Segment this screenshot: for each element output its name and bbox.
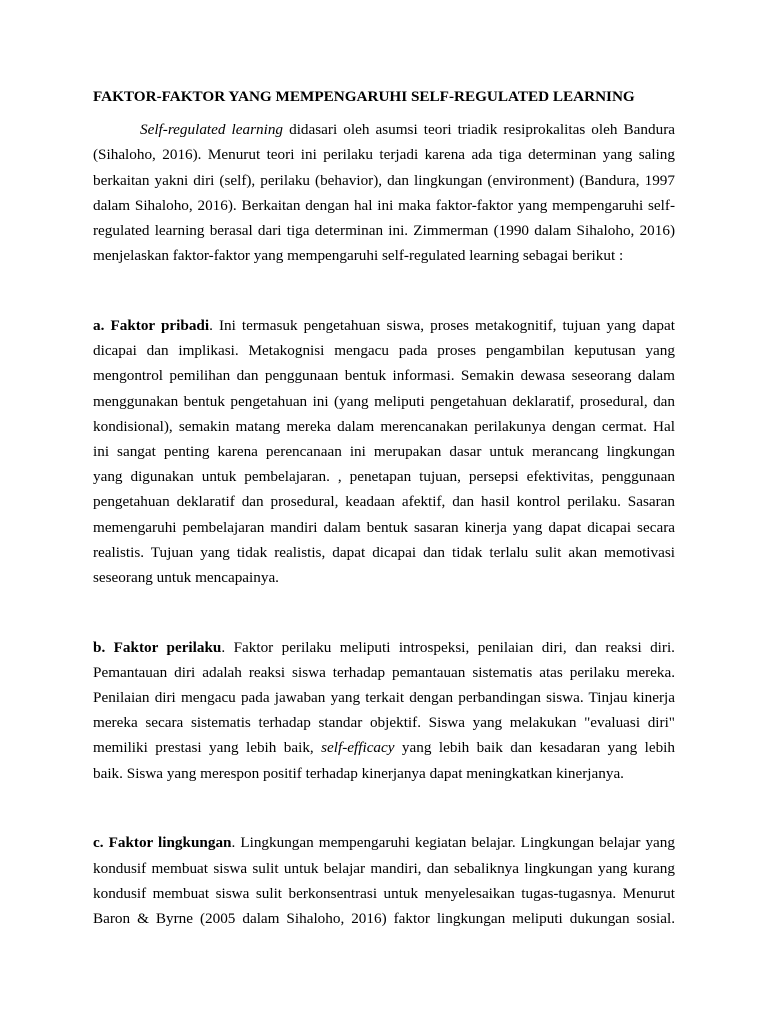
text-run: mengontrol pemilihan dan penggunaan bentuk informasi. Semakin dewasa seseorang dalam — [93, 367, 675, 385]
text-run: dalam Sihaloho, 2016). Berkaitan dengan hal ini maka faktor-faktor yang mempengaruhi self- — [93, 196, 675, 214]
text-line — [93, 906, 675, 931]
text-run: pengetahuan deklaratif dan prosedural, keadaan afektif, dan hasil kontrol perilaku. Sasaran — [93, 493, 675, 511]
text-run: ini sangat penting karena perencanaan ini merupakan dasar untuk merancang lingkungan — [93, 442, 675, 460]
text-line — [93, 313, 675, 338]
text-line — [93, 414, 675, 439]
text-run: menggunakan bentuk pengetahuan ini (yang meliputi pengetahuan deklaratif, prosedural, dan — [93, 392, 675, 410]
text-run: memengaruhi pembelajaran mandiri dalam bentuk sasaran kinerja yang dapat dicapai secara — [93, 518, 675, 536]
text-line — [93, 685, 675, 710]
text-line — [93, 856, 675, 881]
text-line — [93, 515, 675, 540]
text-line — [93, 540, 675, 565]
section-faktor-lingkungan — [93, 830, 675, 931]
page-title: FAKTOR-FAKTOR YANG MEMPENGARUHI SELF-REGULATED LEARNING — [93, 88, 635, 105]
text-run: kondusif membuat siswa sulit berkonsentrasi untuk menyelesaikan tugas-tugasnya. Menurut — [93, 884, 675, 902]
text-line — [93, 635, 675, 660]
text-line — [93, 735, 675, 760]
text-run: Pemantauan diri adalah reaksi siswa terhadap pemantauan sistematis atas perilaku mereka. — [93, 663, 675, 681]
text-run: baik. Siswa yang merespon positif terhadap kinerjanya dapat meningkatkan kinerjanya. — [93, 764, 624, 782]
text-run: dicapai dan implikasi. Metakognisi mengacu pada proses pengambilan keputusan yang — [93, 342, 675, 360]
text-run: yang digunakan untuk pembelajaran. , penetapan tujuan, persepsi efektivitas, penggunaan — [93, 468, 675, 486]
text-line — [93, 660, 675, 685]
text-run: berkaitan yakni diri (self), perilaku (behavior), dan lingkungan (environment) (Bandura, 1997 — [93, 171, 675, 189]
text-run: realistis. Tujuan yang tidak realistis, dapat dicapai dan tidak terlalu sulit akan memotivasi — [93, 543, 675, 561]
text-line — [93, 565, 675, 590]
text-line — [93, 117, 675, 142]
section-heading: c. Faktor lingkungan — [93, 834, 232, 852]
text-run: seseorang untuk mencapainya. — [93, 568, 279, 586]
text-run: mereka secara sistematis terhadap standar objektif. Siswa yang melakukan "evaluasi diri" — [93, 714, 675, 732]
text-line — [93, 761, 675, 786]
text-run: . Lingkungan mempengaruhi kegiatan belajar. Lingkungan belajar yang — [231, 834, 675, 852]
document-page — [93, 84, 675, 931]
italic-term: self-efficacy — [321, 739, 395, 757]
text-line — [93, 439, 675, 464]
section-heading: b. Faktor perilaku — [93, 638, 222, 656]
text-run: memiliki prestasi yang lebih baik, — [93, 739, 322, 757]
text-line — [93, 168, 675, 193]
text-run: . Ini termasuk pengetahuan siswa, proses metakognitif, tujuan yang dapat — [209, 316, 675, 334]
text-line — [93, 363, 675, 388]
section-faktor-perilaku — [93, 635, 675, 786]
text-run: didasari oleh asumsi teori triadik resiprokalitas oleh Bandura — [283, 121, 675, 139]
text-line — [93, 243, 675, 268]
text-line — [93, 464, 675, 489]
section-heading: a. Faktor pribadi — [93, 316, 210, 334]
text-line — [93, 338, 675, 363]
text-line — [93, 193, 675, 218]
text-run: Baron & Byrne (2005 dalam Sihaloho, 2016) faktor lingkungan meliputi dukungan sosial. — [93, 909, 675, 927]
text-line — [93, 142, 675, 167]
text-line — [93, 710, 675, 735]
text-line — [93, 489, 675, 514]
section-faktor-pribadi — [93, 313, 675, 590]
italic-term: Self-regulated learning — [140, 121, 284, 139]
text-run: menjelaskan faktor-faktor yang mempengaruhi self-regulated learning sebagai berikut : — [93, 247, 624, 265]
text-run: . Faktor perilaku meliputi introspeksi, penilaian diri, dan reaksi diri. — [221, 638, 675, 656]
text-line — [93, 389, 675, 414]
text-run: regulated learning berasal dari tiga determinan ini. Zimmerman (1990 dalam Sihaloho, 2016) — [93, 222, 675, 240]
text-run: yang lebih baik dan kesadaran yang lebih — [394, 739, 675, 757]
text-run: kondisional), semakin matang mereka dalam merencanakan perilakunya dengan cermat. Hal — [93, 417, 675, 435]
text-line — [93, 881, 675, 906]
intro-paragraph — [93, 117, 675, 268]
text-run: (Sihaloho, 2016). Menurut teori ini perilaku terjadi karena ada tiga determinan yang saling — [93, 146, 675, 164]
text-run: Penilaian diri mengacu pada jawaban yang terkait dengan perbandingan siswa. Tinjau kinerja — [93, 689, 675, 707]
text-line — [93, 830, 675, 855]
text-run: kondusif membuat siswa sulit untuk belajar mandiri, dan sebaliknya lingkungan yang kurang — [93, 859, 675, 877]
text-line — [93, 218, 675, 243]
